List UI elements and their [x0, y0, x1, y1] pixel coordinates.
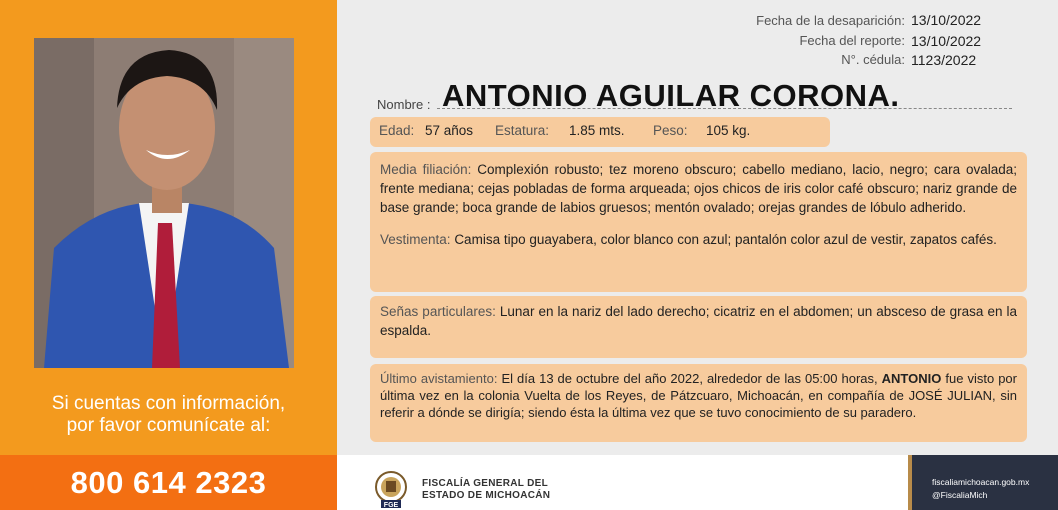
disappearance-label: Fecha de la desaparición:	[756, 13, 905, 28]
fge-seal-logo	[372, 470, 410, 508]
fge-logo-text: FGE	[383, 502, 399, 508]
clothing-label: Vestimenta:	[380, 232, 451, 247]
last-seen-name: ANTONIO	[881, 371, 942, 386]
marks-block	[380, 302, 1017, 340]
last-seen-text-1: El día 13 de octubre del año 2022, alrededor de las 05:00 horas,	[501, 371, 878, 386]
organization-name	[422, 478, 550, 502]
description-label: Media filiación:	[380, 162, 472, 177]
last-seen-card	[370, 364, 1027, 442]
phone-number[interactable]: 800 614 2323	[0, 455, 337, 510]
id-value: 1123/2022	[911, 52, 977, 68]
stats-card	[370, 117, 830, 147]
contact-line-1: Si cuentas con información,	[51, 393, 286, 414]
report-date: 13/10/2022	[911, 33, 982, 49]
height-label: Estatura:	[495, 123, 550, 138]
social-handle[interactable]: @FiscaliaMich	[932, 490, 988, 500]
description-block	[380, 160, 1017, 217]
marks-label: Señas particulares:	[380, 304, 496, 319]
social-box	[908, 455, 1058, 510]
height-value: 1.85 mts.	[569, 123, 625, 138]
last-seen-label: Último avistamiento:	[380, 371, 498, 386]
description-card	[370, 152, 1027, 292]
clothing-text: Camisa tipo guayabera, color blanco con azul; pantalón color azul de vestir, zapatos cafés.	[454, 232, 997, 247]
contact-prompt	[0, 393, 337, 437]
org-line-2: ESTADO DE MICHOACÁN	[422, 490, 551, 501]
last-seen-block	[380, 370, 1017, 421]
marks-card	[370, 296, 1027, 358]
description-text: Complexión robusto; tez moreno obscuro; cabello mediano, lacio, negro; cara ovalada; frente mediana; cejas pobladas de forma arqueada; ojos chicos de iris color café obscuro; nariz grande de base grande; boca grande de labios gruesos; mentón ovalado; orejas grandes de lóbulo adherido.	[380, 162, 1017, 215]
age-value: 57 años	[425, 123, 474, 138]
report-label: Fecha del reporte:	[799, 33, 905, 48]
missing-person-photo	[34, 38, 294, 368]
disappearance-date: 13/10/2022	[911, 12, 982, 28]
website-link[interactable]: fiscaliamichoacan.gob.mx	[932, 477, 1030, 487]
person-name: ANTONIO AGUILAR CORONA.	[442, 78, 900, 113]
name-label: Nombre :	[377, 97, 431, 112]
last-seen-text-2: fue visto por última vez en la colonia Vuelta de los Reyes, de Pátzcuaro, Michoacán, en compañía de JOSÉ JULIAN, sin referir a dónde se dirigía; siendo ésta la última vez que se tuvo conocimiento de su paradero.	[380, 371, 1017, 420]
org-line-1: FISCALÍA GENERAL DEL	[422, 478, 549, 489]
weight-value: 105 kg.	[706, 123, 751, 138]
age-label: Edad:	[379, 123, 415, 138]
marks-text: Lunar en la nariz del lado derecho; cicatriz en el abdomen; un absceso de grasa en la espalda.	[380, 304, 1018, 338]
id-label: N°. cédula:	[841, 52, 905, 67]
clothing-block	[380, 230, 1017, 249]
contact-line-2: por favor comunícate al:	[66, 415, 271, 436]
weight-label: Peso:	[653, 123, 688, 138]
